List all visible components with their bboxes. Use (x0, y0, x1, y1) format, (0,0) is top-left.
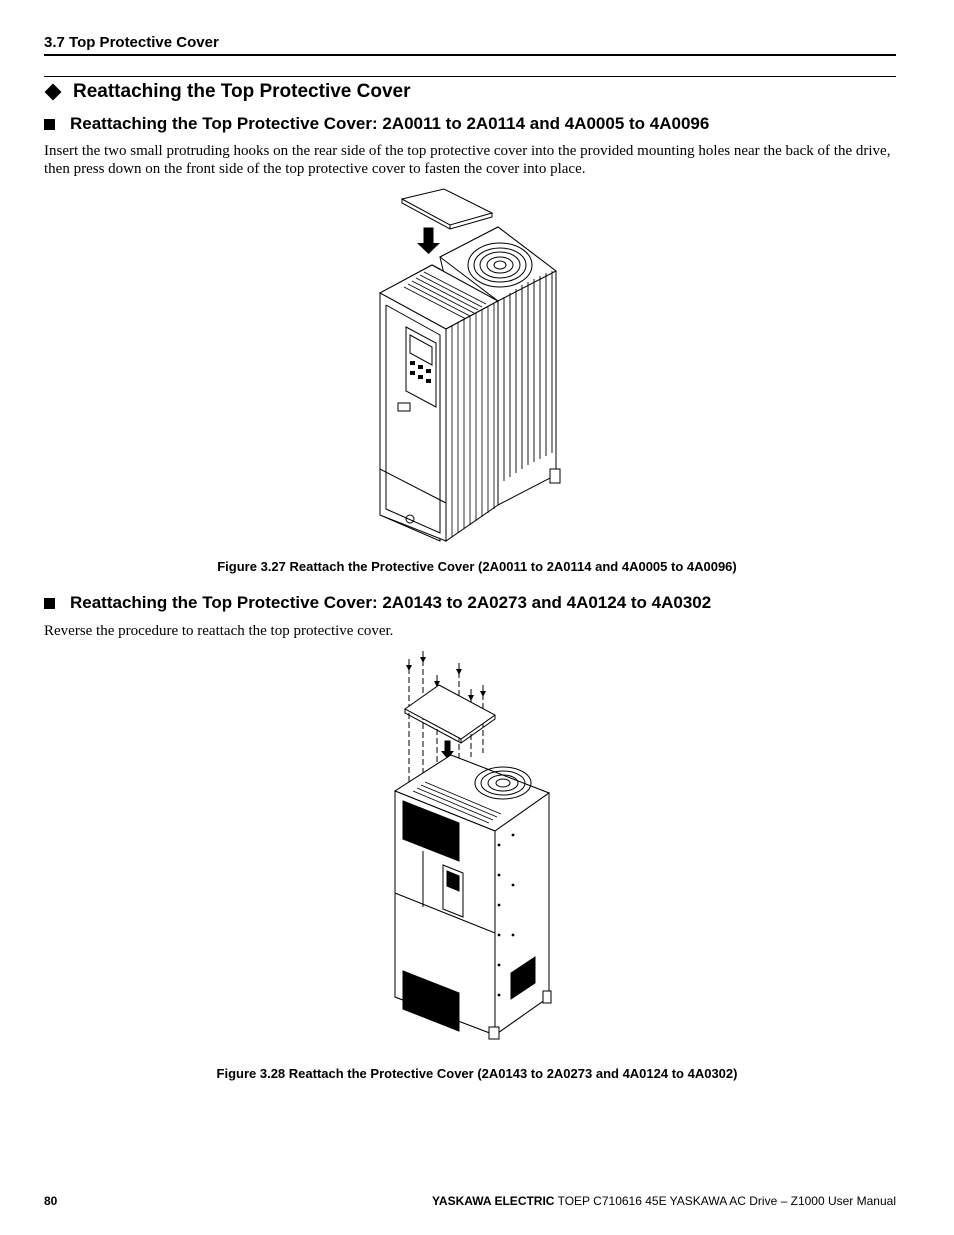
subheading-small-models (44, 114, 709, 134)
footer-doc-info (432, 1194, 896, 1208)
square-bullet-icon (44, 598, 55, 609)
footer-doc-title: TOEP C710616 45E YASKAWA AC Drive – Z1000 User Manual (554, 1194, 896, 1208)
main-heading-text: Reattaching the Top Protective Cover (73, 81, 411, 102)
subheading-large-models-text: Reattaching the Top Protective Cover: 2A0143 to 2A0273 and 4A0124 to 4A0302 (70, 593, 712, 612)
figure-3-28-caption: Figure 3.28 Reattach the Protective Cover (2A0143 to 2A0273 and 4A0124 to 4A0302) (216, 1066, 738, 1081)
diamond-bullet-icon (45, 84, 62, 101)
main-heading (44, 81, 411, 103)
subheading-large-models (44, 593, 711, 613)
figure-3-27-caption: Figure 3.27 Reattach the Protective Cover (2A0011 to 2A0114 and 4A0005 to 4A0096) (217, 559, 737, 574)
footer-brand: YASKAWA ELECTRIC (432, 1194, 555, 1208)
header-rule-thin (44, 76, 896, 77)
section-header: 3.7 Top Protective Cover (44, 34, 219, 51)
figure-3-27-drawing (370, 185, 570, 545)
figure-3-28-drawing (385, 645, 565, 1050)
header-rule-thick (44, 54, 896, 56)
instruction-paragraph-1: Insert the two small protruding hooks on the rear side of the top protective cover into the provided mounting holes near the back of the drive, then press down on the front side of the top protective cover to fasten the cover into place. (44, 143, 891, 177)
subheading-small-models-text: Reattaching the Top Protective Cover: 2A0011 to 2A0114 and 4A0005 to 4A0096 (70, 114, 710, 133)
instruction-paragraph-2: Reverse the procedure to reattach the top protective cover. (44, 623, 394, 639)
page-number: 80 (44, 1194, 58, 1208)
square-bullet-icon (44, 119, 55, 130)
